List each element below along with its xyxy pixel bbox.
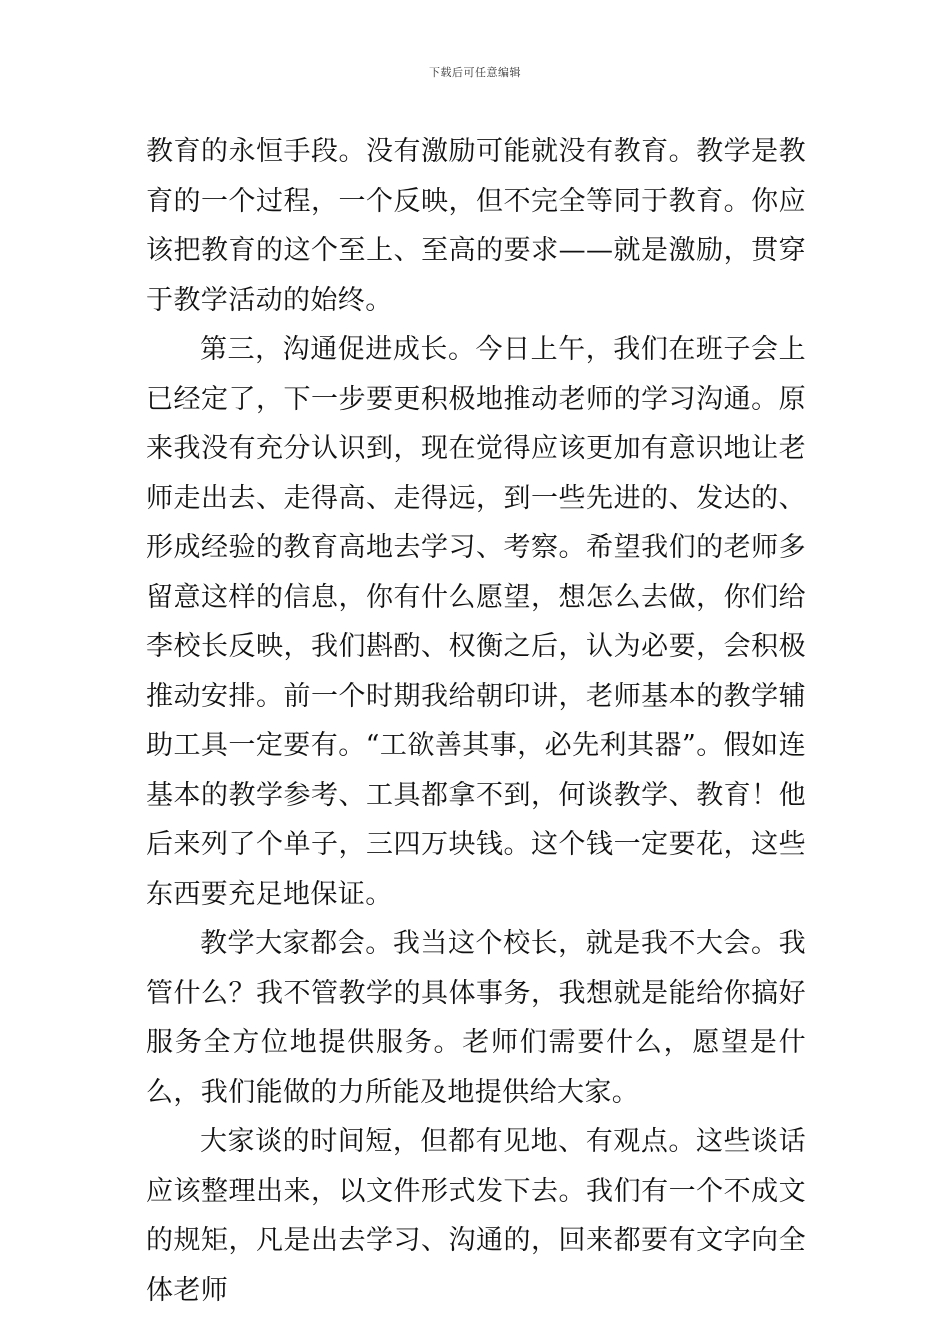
paragraph-1: 教育的永恒手段。没有激励可能就没有教育。教学是教育的一个过程，一个反映，但不完全等同于教育。你应该把教育的这个至上、至高的要求——就是激励，贯穿于教学活动的始终。 (146, 136, 806, 316)
paragraph-3: 教学大家都会。我当这个校长，就是我不大会。我管什么？我不管教学的具体事务，我想就是能给你搞好服务全方位地提供服务。老师们需要什么，愿望是什么，我们能做的力所能及地提供给大家。 (146, 928, 806, 1108)
paragraph-2: 第三，沟通促进成长。今日上午，我们在班子会上已经定了，下一步要更积极地推动老师的学习沟通。原来我没有充分认识到，现在觉得应该更加有意识地让老师走出去、走得高、走得远，到一些先进的、发达的、形成经验的教育高地去学习、考察。希望我们的老师多留意这样的信息，你有什么愿望，想怎么去做，你们给李校长反映，我们斟酌、权衡之后，认为必要，会积极推动安排。前一个时期我给朝印讲，老师基本的教学辅助工具一定要有。“工欲善其事，必先利其器”。假如连基本的教学参考、工具都拿不到，何谈教学、教育！他后来列了个单子，三四万块钱。这个钱一定要花，这些东西要充足地保证。 (146, 334, 806, 910)
document-body (146, 127, 806, 1315)
paragraph-4: 大家谈的时间短，但都有见地、有观点。这些谈话应该整理出来，以文件形式发下去。我们有一个不成文的规矩，凡是出去学习、沟通的，回来都要有文字向全体老师 (146, 1126, 806, 1306)
page-header: 下载后可任意编辑 (429, 66, 521, 79)
